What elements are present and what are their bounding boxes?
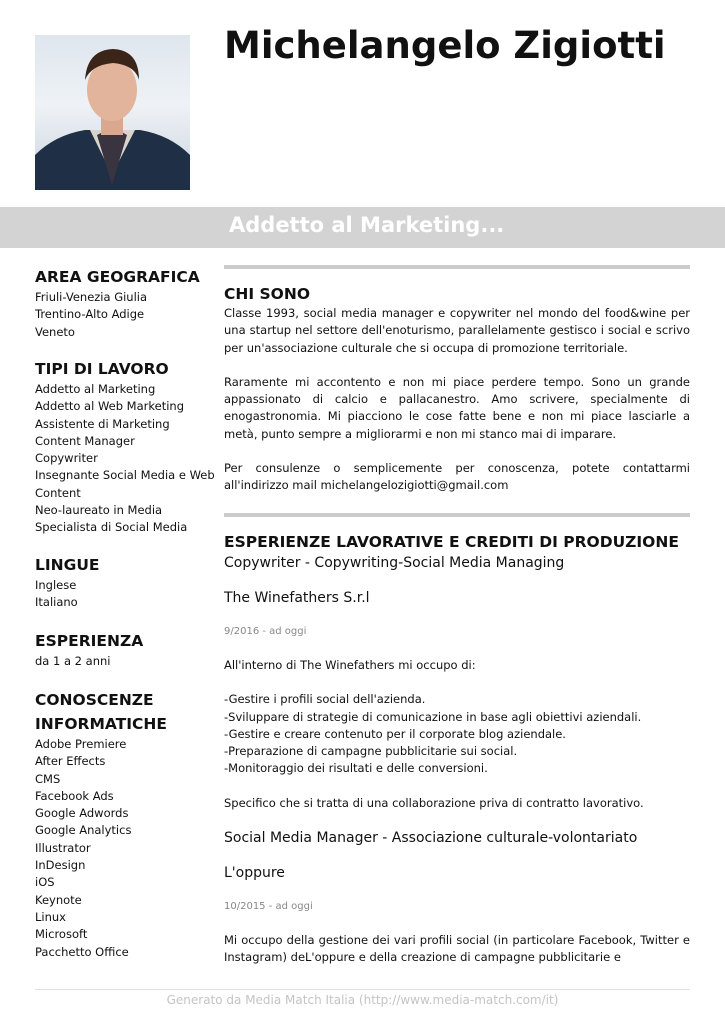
list-item: Keynote	[35, 892, 82, 907]
sidebar-conoscenze-informatiche	[35, 688, 220, 961]
candidate-name: Michelangelo Zigiotti	[224, 24, 666, 67]
about-paragraph: Classe 1993, social media manager e copywriter nel mondo del food&wine per una startup nel settore dell'enoturismo, parallelamente gestisco i social e scrivo per un'associazione culturale che si occupa di promozione territoriale.	[224, 306, 690, 355]
sidebar-esperienza	[35, 629, 220, 670]
section-heading: CONOSCENZE	[35, 691, 154, 709]
section-divider	[224, 513, 690, 517]
section-heading: ESPERIENZE LAVORATIVE E CREDITI DI PRODUZIONE	[224, 533, 679, 551]
about-section	[224, 283, 690, 495]
job-date: 10/2015 - ad oggi	[224, 901, 313, 913]
list-item: CMS	[35, 771, 61, 786]
sidebar-lingue	[35, 553, 220, 612]
list-item: Insegnante Social Media e Web	[35, 468, 215, 483]
list-item: Trentino-Alto Adige	[35, 307, 145, 322]
job-bullet: -Gestire i profili social dell'azienda.	[224, 692, 426, 707]
job-entry	[224, 553, 690, 812]
job-company: The Winefathers S.r.l	[224, 590, 370, 606]
list-item: Friuli-Venezia Giulia	[35, 290, 148, 304]
list-item: Adobe Premiere	[35, 737, 127, 751]
list-item: Facebook Ads	[35, 788, 114, 803]
list-item: Google Adwords	[35, 806, 129, 821]
job-title: Copywriter - Copywriting-Social Media Managing	[224, 555, 565, 571]
section-heading: INFORMATICHE	[35, 715, 167, 733]
about-paragraph: Per consulenze o semplicemente per conoscenza, potete contattarmi all'indirizzo mail michelangelozigiotti@gmail.com	[224, 461, 690, 493]
list-item: Veneto	[35, 324, 75, 339]
section-heading: AREA GEOGRAFICA	[35, 268, 200, 286]
list-item: Linux	[35, 909, 66, 924]
section-heading: ESPERIENZA	[35, 632, 144, 650]
list-item: Addetto al Web Marketing	[35, 399, 184, 414]
job-company: L'oppure	[224, 865, 285, 882]
list-item: iOS	[35, 875, 55, 890]
list-item: Pacchetto Office	[35, 944, 129, 959]
job-title: Social Media Manager - Associazione culturale-volontariato	[224, 830, 638, 847]
about-paragraph: Raramente mi accontento e non mi piace perdere tempo. Sono un grande appassionato di calcio e pallacanestro. Amo scrivere, specialmente di enogastronomia. Mi piacciono le cose fatte bene e non mi piace lasciarle a metà, punto sempre a migliorarmi e non mi stanco mai di imparare.	[224, 374, 690, 441]
section-heading: CHI SONO	[224, 285, 310, 303]
job-bullet: -Gestire e creare contenuto per il corporate blog aziendale.	[224, 726, 566, 741]
footer-divider	[35, 989, 690, 990]
list-item: After Effects	[35, 754, 106, 769]
list-item: Neo-laureato in Media	[35, 503, 163, 518]
job-bullet: -Preparazione di campagne pubblicitarie sui social.	[224, 744, 518, 759]
list-item: InDesign	[35, 858, 86, 873]
job-bullet: -Sviluppare di strategie di comunicazione in base agli obiettivi aziendali.	[224, 709, 642, 724]
list-item: Copywriter	[35, 451, 98, 466]
list-item: da 1 a 2 anni	[35, 654, 111, 668]
list-item: Addetto al Marketing	[35, 382, 156, 396]
list-item: Content	[35, 485, 81, 500]
list-item: Microsoft	[35, 927, 88, 942]
job-entry	[224, 828, 690, 967]
job-description: All'interno di The Winefathers mi occupo di:	[224, 658, 476, 672]
sidebar-tipi-di-lavoro	[35, 357, 220, 537]
experience-section	[224, 531, 690, 967]
role-title: Addetto al Marketing...	[229, 213, 505, 237]
job-description: Mi occupo della gestione dei vari profili social (in particolare Facebook, Twitter e Instagram) deL'oppure e della creazione di campagne pubblicitarie e	[224, 933, 690, 965]
list-item: Content Manager	[35, 433, 135, 448]
list-item: Italiano	[35, 595, 78, 610]
sidebar-area-geografica	[35, 265, 220, 341]
job-note: Specifico che si tratta di una collaborazione priva di contratto lavorativo.	[224, 795, 644, 810]
list-item: Google Analytics	[35, 823, 132, 838]
list-item: Specialista di Social Media	[35, 520, 188, 535]
job-date: 9/2016 - ad oggi	[224, 626, 307, 637]
footer-text: Generato da Media Match Italia (http://www.media-match.com/it)	[166, 993, 559, 1007]
list-item: Illustrator	[35, 840, 91, 855]
job-bullet: -Monitoraggio dei risultati e delle conversioni.	[224, 761, 488, 776]
section-heading: LINGUE	[35, 556, 100, 574]
list-item: Assistente di Marketing	[35, 416, 170, 431]
section-heading: TIPI DI LAVORO	[35, 360, 169, 378]
profile-photo	[35, 35, 190, 190]
list-item: Inglese	[35, 578, 77, 592]
section-divider	[224, 265, 690, 269]
